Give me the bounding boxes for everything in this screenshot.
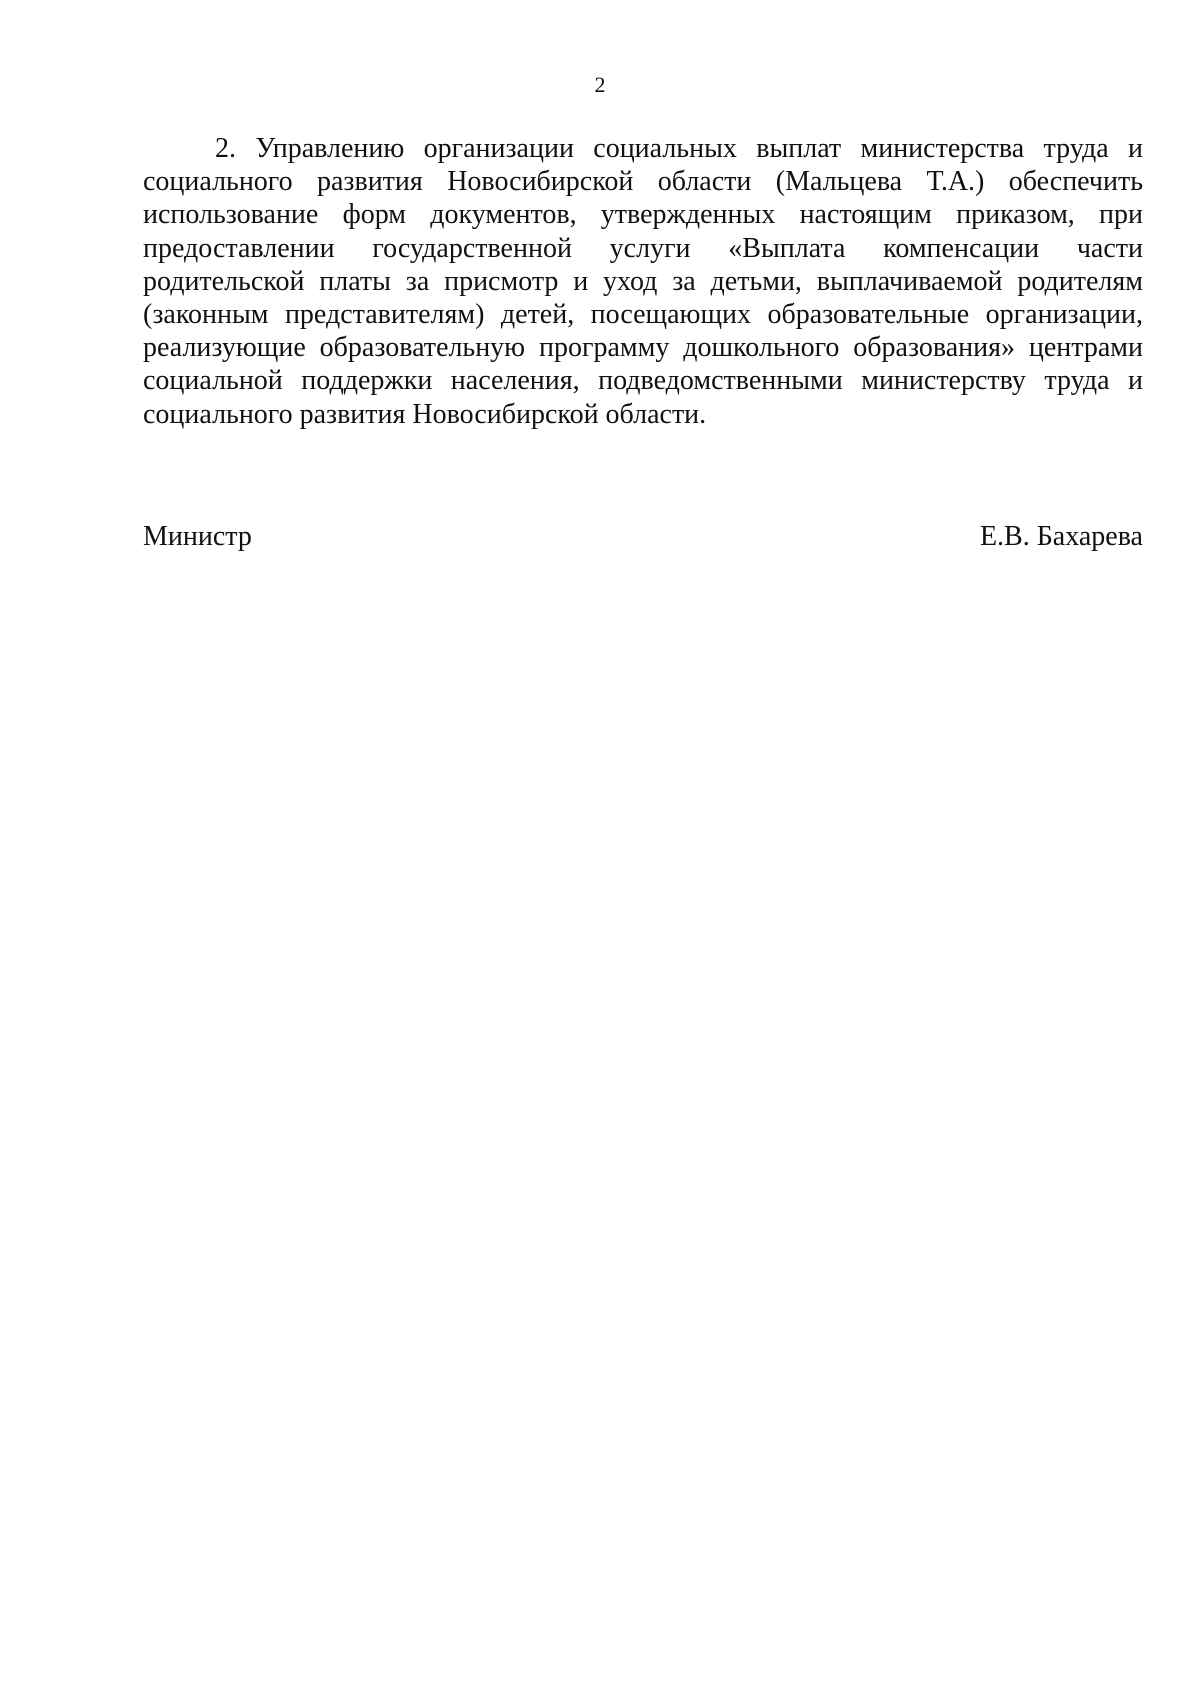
signature-block: [143, 520, 1143, 556]
page-number: 2: [594, 72, 606, 97]
signatory-name: Е.В. Бахарева: [979, 521, 1143, 552]
body-paragraph: 2. Управлению организации социальных выплат министерства труда и социального развития Новосибирской области (Мальцева Т.А.) обеспечить использование форм документов, утвержденных настоящим приказом, при предоставлении государственной услуги «Выплата компенсации части родительской платы за присмотр и уход за детьми, выплачиваемой родителям (законным представителям) детей, посещающих образовательные организации, реализующие образовательную программу дошкольного образования» центрами социальной поддержки населения, подведомственными министерству труда и социального развития Новосибирской области.: [143, 133, 1143, 430]
signatory-title: Министр: [143, 521, 252, 552]
